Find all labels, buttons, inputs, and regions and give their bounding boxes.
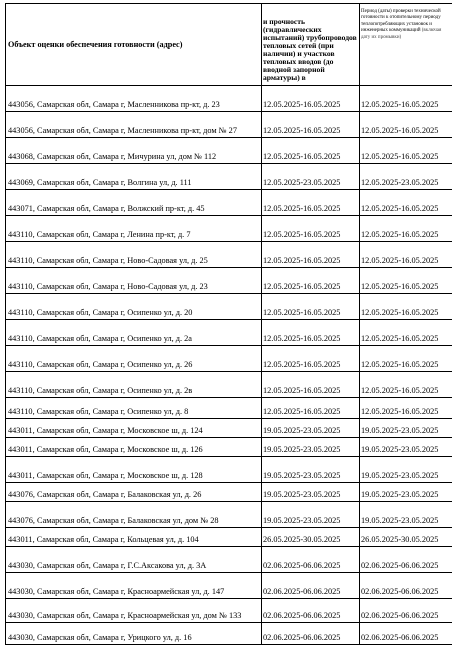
header-check-period[interactable] xyxy=(360,4,453,86)
readiness-table xyxy=(5,3,452,645)
spreadsheet-sheet xyxy=(5,3,452,651)
period2-cell[interactable]: 19.05.2025-23.05.2025 xyxy=(360,438,453,457)
table-row xyxy=(6,419,453,438)
address-cell[interactable]: 443110, Самарская обл, Самара г, Осипенко ул, д. 2а xyxy=(6,320,262,346)
period1-cell[interactable]: 12.05.2025-16.05.2025 xyxy=(262,138,360,164)
period1-cell[interactable]: 12.05.2025-16.05.2025 xyxy=(262,320,360,346)
header-address[interactable]: Объект оценки обеспечения готовности (адрес) xyxy=(6,4,262,86)
address-cell[interactable]: 443056, Самарская обл, Самара г, Масленникова пр-кт, д. 23 xyxy=(6,86,262,112)
table-row xyxy=(6,547,453,573)
table-row xyxy=(6,216,453,242)
period1-cell[interactable]: 12.05.2025-23.05.2025 xyxy=(262,164,360,190)
period1-cell[interactable]: 19.05.2025-23.05.2025 xyxy=(262,457,360,483)
period2-cell[interactable]: 12.05.2025-16.05.2025 xyxy=(360,190,453,216)
period2-cell[interactable]: 19.05.2025-23.05.2025 xyxy=(360,419,453,438)
address-cell[interactable]: 443030, Самарская обл, Самара г, Г.С.Аксакова ул, д. 3А xyxy=(6,547,262,573)
period1-cell[interactable]: 12.05.2025-16.05.2025 xyxy=(262,112,360,138)
table-row xyxy=(6,372,453,398)
address-cell[interactable]: 443056, Самарская обл, Самара г, Масленникова пр-кт, дом № 27 xyxy=(6,112,262,138)
table-body xyxy=(6,86,453,645)
table-row xyxy=(6,457,453,483)
address-cell[interactable]: 443110, Самарская обл, Самара г, Осипенко ул, д. 2в xyxy=(6,372,262,398)
period1-cell[interactable]: 02.06.2025-06.06.2025 xyxy=(262,599,360,623)
table-row xyxy=(6,483,453,502)
address-cell[interactable]: 443011, Самарская обл, Самара г, Московское ш, д. 124 xyxy=(6,419,262,438)
period2-cell[interactable]: 12.05.2025-16.05.2025 xyxy=(360,242,453,268)
address-cell[interactable]: 443011, Самарская обл, Самара г, Кольцевая ул, д. 104 xyxy=(6,528,262,547)
period1-cell[interactable]: 12.05.2025-16.05.2025 xyxy=(262,216,360,242)
table-row xyxy=(6,164,453,190)
address-cell[interactable]: 443110, Самарская обл, Самара г, Осипенко ул, д. 20 xyxy=(6,294,262,320)
period2-cell[interactable]: 26.05.2025-30.05.2025 xyxy=(360,528,453,547)
period1-cell[interactable]: 12.05.2025-16.05.2025 xyxy=(262,294,360,320)
table-row xyxy=(6,320,453,346)
table-row xyxy=(6,623,453,645)
period2-cell[interactable]: 12.05.2025-16.05.2025 xyxy=(360,86,453,112)
period2-cell[interactable]: 02.06.2025-06.06.2025 xyxy=(360,599,453,623)
header-check-period-note: (включая дату их промывки) xyxy=(361,28,442,40)
period2-cell[interactable]: 02.06.2025-06.06.2025 xyxy=(360,547,453,573)
address-cell[interactable]: 443071, Самарская обл, Самара г, Волжский пр-кт, д. 45 xyxy=(6,190,262,216)
address-cell[interactable]: 443110, Самарская обл, Самара г, Ново-Садовая ул, д. 25 xyxy=(6,242,262,268)
address-cell[interactable]: 443076, Самарская обл, Самара г, Балаковская ул, д. 26 xyxy=(6,483,262,502)
table-row xyxy=(6,242,453,268)
table-row xyxy=(6,112,453,138)
period2-cell[interactable]: 12.05.2025-16.05.2025 xyxy=(360,216,453,242)
period2-cell[interactable]: 19.05.2025-23.05.2025 xyxy=(360,483,453,502)
period1-cell[interactable]: 12.05.2025-16.05.2025 xyxy=(262,372,360,398)
table-row xyxy=(6,573,453,599)
table-row xyxy=(6,599,453,623)
period2-cell[interactable]: 19.05.2025-23.05.2025 xyxy=(360,502,453,528)
period1-cell[interactable]: 19.05.2025-23.05.2025 xyxy=(262,502,360,528)
period1-cell[interactable]: 12.05.2025-16.05.2025 xyxy=(262,346,360,372)
table-row xyxy=(6,268,453,294)
address-cell[interactable]: 443110, Самарская обл, Самара г, Ново-Садовая ул, д. 23 xyxy=(6,268,262,294)
period2-cell[interactable]: 12.05.2025-16.05.2025 xyxy=(360,112,453,138)
period2-cell[interactable]: 12.05.2025-16.05.2025 xyxy=(360,138,453,164)
address-cell[interactable]: 443069, Самарская обл, Самара г, Волгина ул, д. 111 xyxy=(6,164,262,190)
table-row xyxy=(6,438,453,457)
table-row xyxy=(6,190,453,216)
period2-cell[interactable]: 12.05.2025-16.05.2025 xyxy=(360,346,453,372)
period1-cell[interactable]: 12.05.2025-16.05.2025 xyxy=(262,190,360,216)
period1-cell[interactable]: 12.05.2025-16.05.2025 xyxy=(262,86,360,112)
address-cell[interactable]: 443011, Самарская обл, Самара г, Московское ш, д. 128 xyxy=(6,457,262,483)
header-pressure-test[interactable]: и прочность (гидравлических испытаний) трубопроводов тепловых сетей (при наличии) и участков тепловых вводов (до вводной запорной арматуры) в xyxy=(262,4,360,86)
period2-cell[interactable]: 12.05.2025-16.05.2025 xyxy=(360,294,453,320)
period1-cell[interactable]: 19.05.2025-23.05.2025 xyxy=(262,438,360,457)
period1-cell[interactable]: 02.06.2025-06.06.2025 xyxy=(262,623,360,645)
period1-cell[interactable]: 12.05.2025-16.05.2025 xyxy=(262,242,360,268)
period1-cell[interactable]: 02.06.2025-06.06.2025 xyxy=(262,573,360,599)
address-cell[interactable]: 443110, Самарская обл, Самара г, Осипенко ул, д. 26 xyxy=(6,346,262,372)
table-row xyxy=(6,528,453,547)
period2-cell[interactable]: 12.05.2025-16.05.2025 xyxy=(360,268,453,294)
period1-cell[interactable]: 19.05.2025-23.05.2025 xyxy=(262,483,360,502)
period1-cell[interactable]: 12.05.2025-16.05.2025 xyxy=(262,398,360,419)
period2-cell[interactable]: 19.05.2025-23.05.2025 xyxy=(360,457,453,483)
address-cell[interactable]: 443030, Самарская обл, Самара г, Красноармейская ул, дом № 133 xyxy=(6,599,262,623)
period1-cell[interactable]: 26.05.2025-30.05.2025 xyxy=(262,528,360,547)
period2-cell[interactable]: 12.05.2025-16.05.2025 xyxy=(360,398,453,419)
address-cell[interactable]: 443068, Самарская обл, Самара г, Мичурина ул, дом № 112 xyxy=(6,138,262,164)
period2-cell[interactable]: 12.05.2025-16.05.2025 xyxy=(360,320,453,346)
period1-cell[interactable]: 19.05.2025-23.05.2025 xyxy=(262,419,360,438)
period1-cell[interactable]: 02.06.2025-06.06.2025 xyxy=(262,547,360,573)
table-row xyxy=(6,138,453,164)
table-row xyxy=(6,86,453,112)
period2-cell[interactable]: 02.06.2025-06.06.2025 xyxy=(360,573,453,599)
table-row xyxy=(6,294,453,320)
address-cell[interactable]: 443011, Самарская обл, Самара г, Московское ш, д. 126 xyxy=(6,438,262,457)
table-row xyxy=(6,502,453,528)
address-cell[interactable]: 443110, Самарская обл, Самара г, Ленина пр-кт, д. 7 xyxy=(6,216,262,242)
address-cell[interactable]: 443076, Самарская обл, Самара г, Балаковская ул, дом № 28 xyxy=(6,502,262,528)
table-row xyxy=(6,398,453,419)
period2-cell[interactable]: 12.05.2025-16.05.2025 xyxy=(360,372,453,398)
header-check-period-main: Период (даты) проверки технической готовности к отопительному периоду теплопотребляющих установок и инженерных коммуникаций xyxy=(361,9,441,34)
period2-cell[interactable]: 12.05.2025-23.05.2025 xyxy=(360,164,453,190)
period2-cell[interactable]: 02.06.2025-06.06.2025 xyxy=(360,623,453,645)
address-cell[interactable]: 443030, Самарская обл, Самара г, Красноармейская ул, д. 147 xyxy=(6,573,262,599)
header-row xyxy=(6,4,453,86)
address-cell[interactable]: 443030, Самарская обл, Самара г, Урицкого ул, д. 16 xyxy=(6,623,262,645)
address-cell[interactable]: 443110, Самарская обл, Самара г, Осипенко ул, д. 8 xyxy=(6,398,262,419)
table-row xyxy=(6,346,453,372)
period1-cell[interactable]: 12.05.2025-16.05.2025 xyxy=(262,268,360,294)
